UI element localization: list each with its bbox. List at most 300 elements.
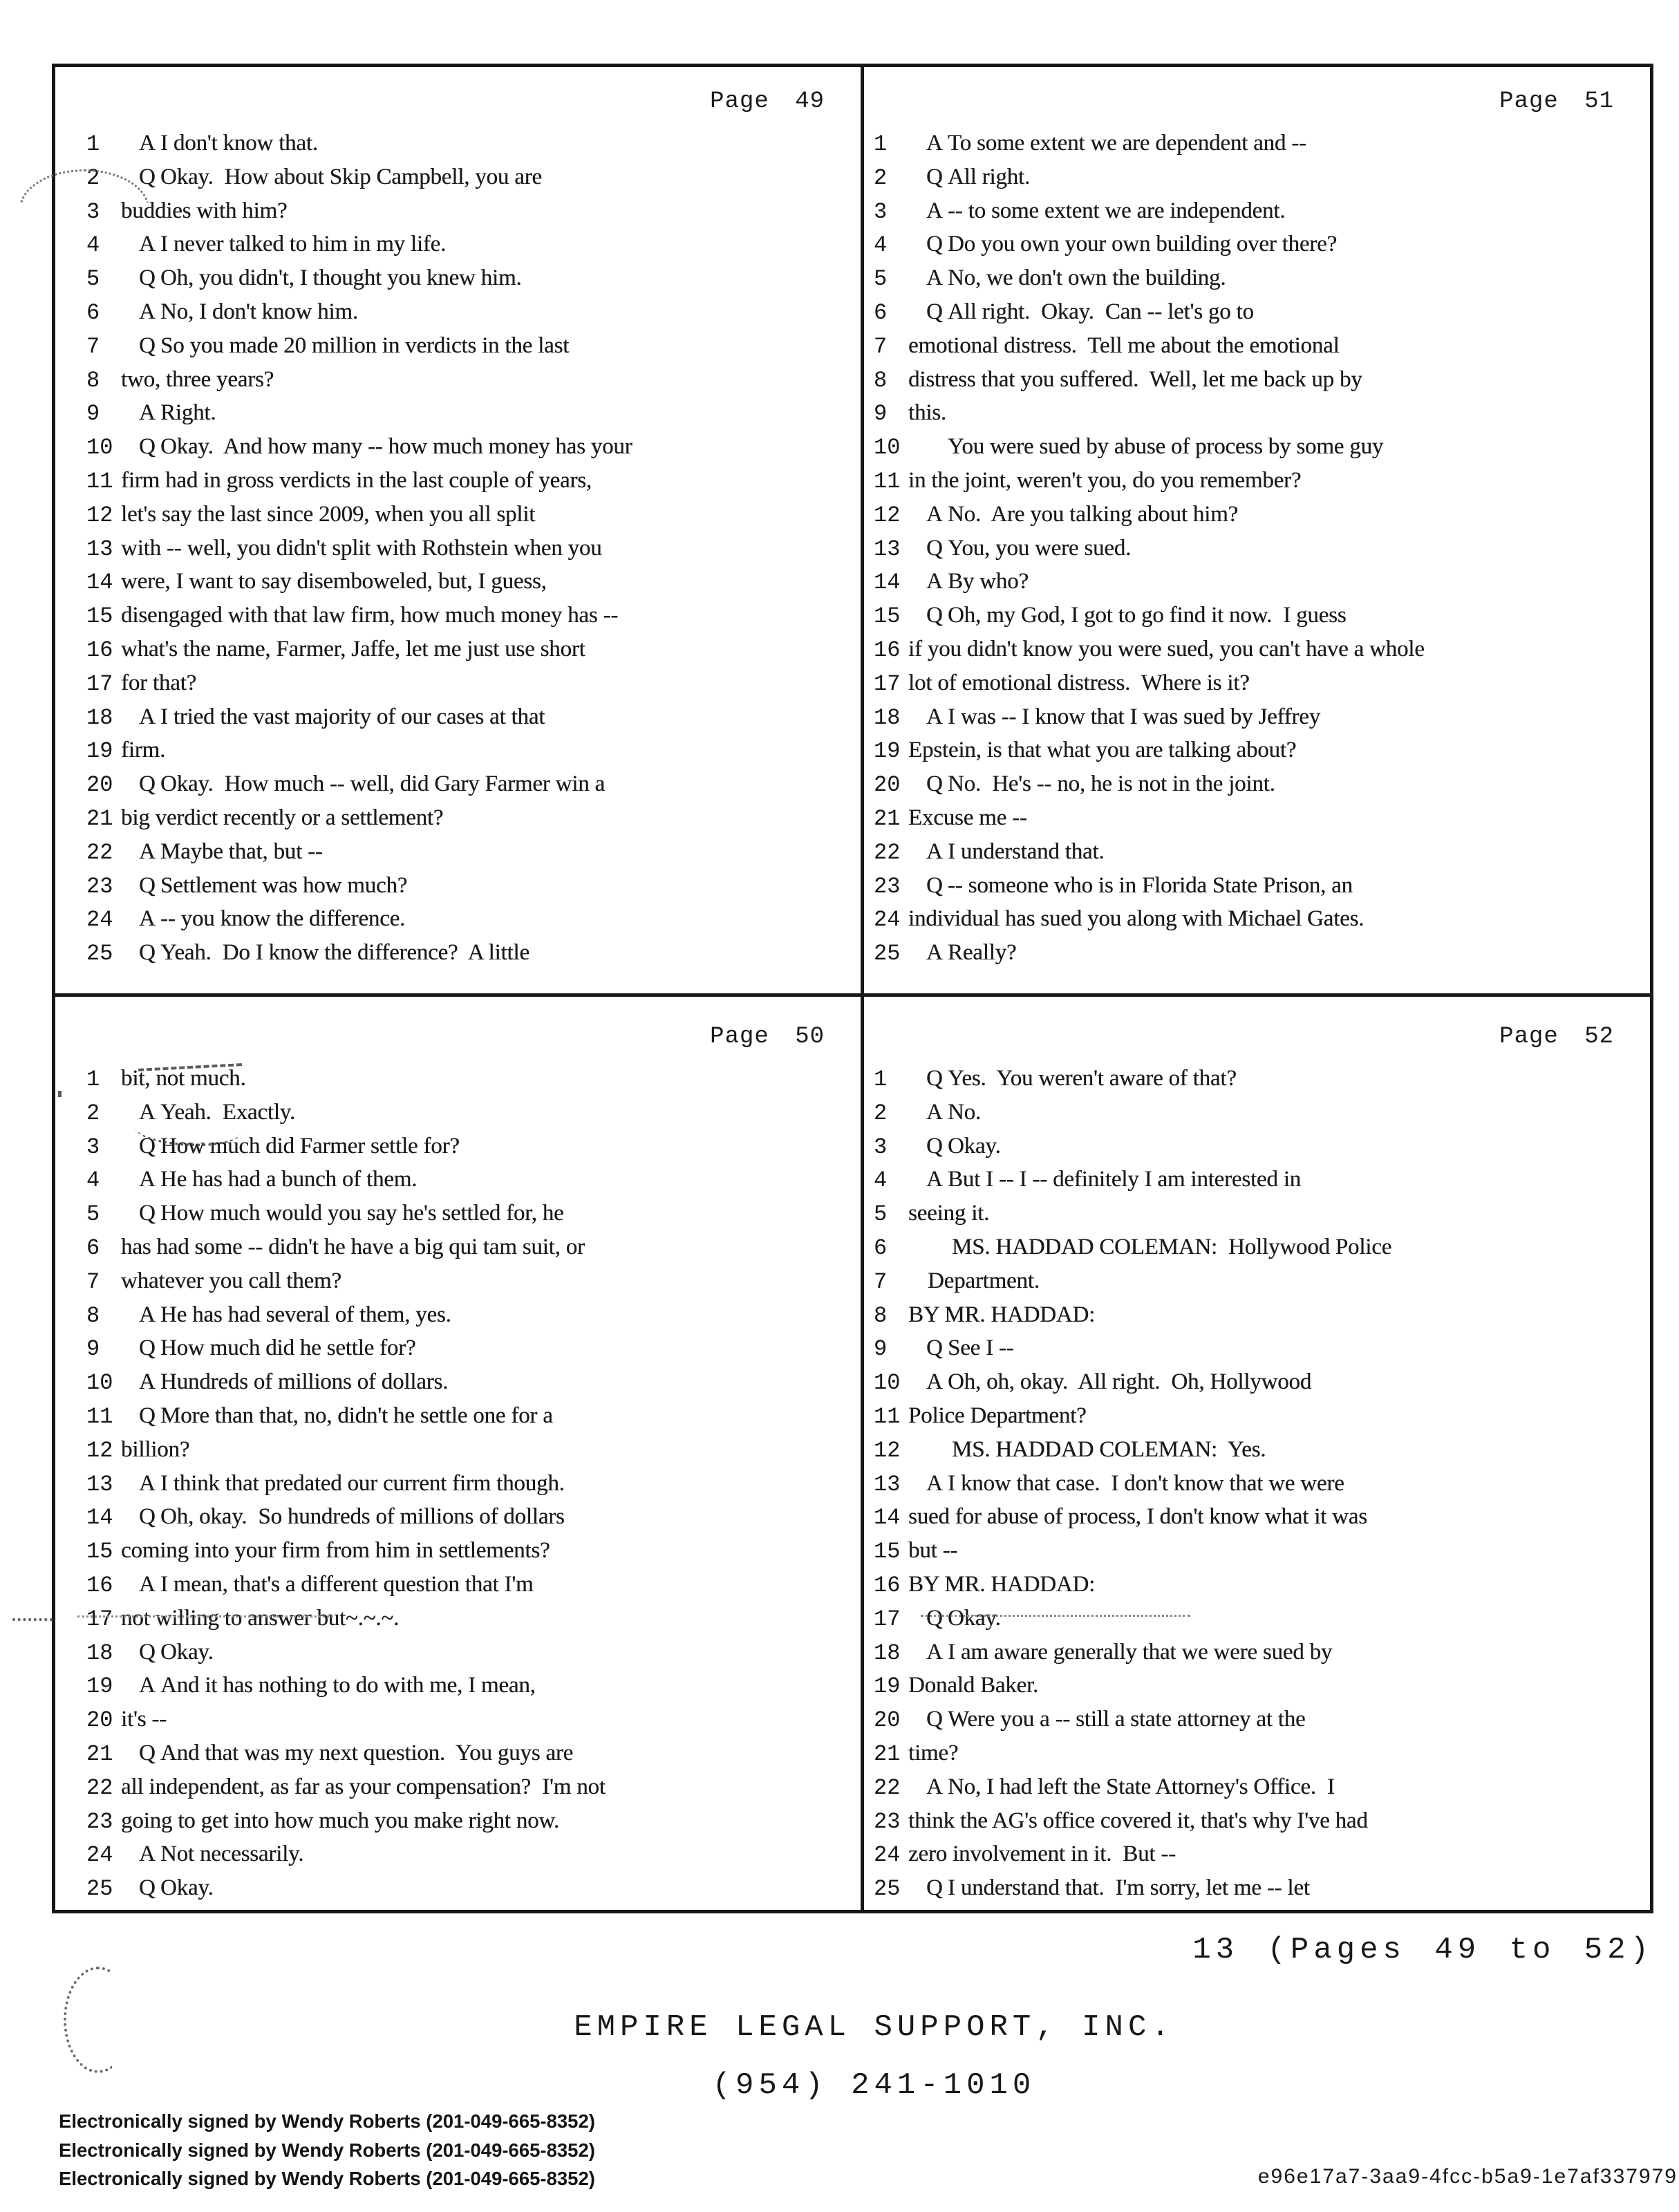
line-number: 24 — [86, 1842, 113, 1868]
page-header: Page 50 — [710, 1024, 825, 1050]
line-body — [121, 801, 861, 835]
speaker-letter: Q — [926, 771, 943, 797]
speaker-letter: Q — [139, 1740, 156, 1765]
line-text: emotional distress. Tell me about the emotional — [908, 332, 1340, 358]
line-body — [121, 329, 861, 363]
line-number: 1 — [86, 131, 100, 157]
line-number: 18 — [86, 1640, 113, 1666]
line-body — [121, 1433, 861, 1467]
line-text: I understand that. — [948, 838, 1105, 864]
line-number: 9 — [86, 1336, 100, 1362]
speaker-letter: A — [926, 265, 943, 291]
transcript-line — [864, 1770, 1650, 1804]
transcript-line — [55, 835, 861, 869]
line-text: I am aware generally that we were sued by — [948, 1639, 1333, 1665]
line-text: all independent, as far as your compensation? I'm not — [121, 1774, 606, 1799]
line-text: seeing it. — [908, 1201, 990, 1226]
speaker-letter: A — [926, 704, 943, 729]
line-text: what's the name, Farmer, Jaffe, let me just use short — [121, 636, 585, 662]
transcript-line — [55, 1365, 861, 1399]
line-body — [908, 1804, 1650, 1838]
speaker-letter: Q — [926, 232, 943, 257]
line-body — [908, 1871, 1650, 1905]
transcript-line — [864, 363, 1650, 397]
row-divider — [55, 993, 1650, 997]
line-number: 18 — [874, 704, 901, 731]
transcript-line — [864, 801, 1650, 835]
transcript-line — [864, 1534, 1650, 1568]
line-text: zero involvement in it. But -- — [908, 1841, 1176, 1867]
quadrant-page-51 — [864, 67, 1650, 993]
line-body — [121, 1635, 861, 1669]
line-text: this. — [908, 400, 946, 426]
line-text: not willing to answer but~.~.~. — [121, 1605, 400, 1631]
line-text: but -- — [908, 1538, 958, 1564]
line-number: 10 — [874, 1370, 901, 1396]
speaker-letter: Q — [926, 1133, 943, 1159]
line-text: were, I want to say disemboweled, but, I guess, — [121, 569, 547, 594]
page-header: Page 51 — [1499, 88, 1614, 115]
line-text: sued for abuse of process, I don't know what it was — [908, 1504, 1367, 1530]
line-text: Donald Baker. — [908, 1673, 1039, 1698]
line-body — [908, 1062, 1650, 1096]
line-text: distress that you suffered. Well, let me back up by — [908, 366, 1362, 392]
line-body — [908, 733, 1650, 767]
line-number: 14 — [874, 1505, 901, 1531]
line-text: lot of emotional distress. Where is it? — [908, 670, 1250, 695]
line-body — [121, 1568, 861, 1602]
line-text: Okay. — [948, 1133, 1001, 1159]
speaker-letter: A — [139, 232, 156, 257]
line-number: 15 — [86, 603, 113, 630]
line-text: By who? — [948, 569, 1029, 594]
line-text: Maybe that, but -- — [160, 838, 323, 864]
line-text: Okay. — [160, 1639, 214, 1665]
line-body — [908, 532, 1650, 565]
line-text: with -- well, you didn't split with Rothstein when you — [121, 535, 602, 561]
line-text: Hundreds of millions of dollars. — [160, 1369, 449, 1395]
line-text: All right. Okay. Can -- let's go to — [948, 299, 1254, 324]
line-text: Department. — [928, 1268, 1040, 1293]
quadrant-page-49 — [55, 67, 861, 993]
line-number: 9 — [874, 1336, 888, 1362]
transcript-line — [55, 194, 861, 228]
quadrant-page-52 — [864, 997, 1650, 1910]
line-number: 8 — [86, 367, 100, 393]
transcript-line — [864, 126, 1650, 160]
line-text: Okay. — [948, 1605, 1001, 1631]
transcript-line — [864, 1467, 1650, 1501]
transcript-line — [864, 1331, 1650, 1365]
speaker-letter: Q — [926, 872, 943, 898]
speaker-letter: A — [139, 838, 156, 864]
line-body — [121, 1804, 861, 1838]
line-body — [121, 126, 861, 160]
transcript-line — [864, 1365, 1650, 1399]
line-text: going to get into how much you make right now. — [121, 1808, 559, 1833]
transcript-line — [864, 1804, 1650, 1838]
transcript-line — [55, 1230, 861, 1264]
transcript-line — [55, 902, 861, 936]
line-text: No, I had left the State Attorney's Office. I — [948, 1774, 1335, 1799]
speaker-letter: A — [139, 299, 156, 324]
transcript-line — [55, 1804, 861, 1838]
speaker-letter: Q — [139, 872, 156, 898]
line-text: buddies with him? — [121, 198, 288, 223]
speaker-letter: A — [926, 1470, 943, 1496]
line-body — [908, 801, 1650, 835]
line-body — [908, 1331, 1650, 1365]
transcript-line — [864, 1096, 1650, 1130]
line-text: No, I don't know him. — [160, 299, 358, 324]
line-body — [908, 194, 1650, 228]
transcript-line — [55, 126, 861, 160]
speaker-letter: Q — [926, 1875, 943, 1901]
line-body — [908, 1534, 1650, 1568]
line-number: 23 — [874, 1808, 901, 1835]
transcript-line — [55, 1264, 861, 1298]
transcript-line — [864, 1264, 1650, 1298]
line-number: 19 — [874, 738, 901, 765]
line-number: 8 — [86, 1302, 100, 1329]
line-text: He has had a bunch of them. — [160, 1167, 418, 1192]
line-number: 17 — [874, 671, 901, 697]
line-number: 23 — [874, 873, 901, 899]
line-number: 11 — [874, 468, 901, 494]
line-text: I was -- I know that I was sued by Jeffrey — [948, 704, 1321, 729]
line-text: big verdict recently or a settlement? — [121, 805, 444, 830]
line-number: 19 — [86, 738, 113, 765]
line-number: 20 — [86, 1707, 113, 1734]
line-body — [121, 632, 861, 666]
line-number: 14 — [86, 570, 113, 596]
line-body — [908, 1635, 1650, 1669]
line-body — [908, 700, 1650, 734]
line-text: And that was my next question. You guys are — [160, 1740, 574, 1765]
transcript-line — [864, 160, 1650, 194]
line-body — [121, 396, 861, 430]
transcript-line — [864, 194, 1650, 228]
line-text: Okay. And how many -- how much money has your — [160, 434, 632, 460]
line-text: Really? — [948, 940, 1017, 966]
line-body — [121, 1837, 861, 1871]
transcript-line — [864, 1568, 1650, 1602]
line-body — [908, 329, 1650, 363]
transcript-line — [864, 902, 1650, 936]
line-number: 15 — [874, 1539, 901, 1565]
line-text: To some extent we are dependent and -- — [948, 131, 1306, 156]
line-text: Police Department? — [908, 1403, 1087, 1428]
transcript-line — [864, 1433, 1650, 1467]
line-number: 1 — [86, 1067, 100, 1092]
line-text: -- to some extent we are independent. — [948, 198, 1286, 223]
line-text: How much did Farmer settle for? — [160, 1133, 460, 1159]
line-number: 5 — [874, 266, 888, 292]
line-number: 22 — [874, 1774, 901, 1801]
line-body — [121, 227, 861, 261]
speaker-letter: A — [139, 131, 156, 156]
line-text: firm. — [121, 738, 166, 763]
transcript-line — [55, 160, 861, 194]
line-number: 15 — [874, 603, 901, 630]
line-number: 2 — [86, 165, 100, 191]
line-number: 20 — [86, 772, 113, 798]
line-body — [908, 160, 1650, 194]
line-number: 9 — [874, 401, 888, 427]
line-text: How much would you say he's settled for, he — [160, 1201, 564, 1226]
line-number: 21 — [86, 1741, 113, 1767]
line-body — [121, 700, 861, 734]
transcript-line — [55, 1467, 861, 1501]
transcript-line — [55, 565, 861, 599]
line-number: 17 — [86, 671, 113, 697]
line-number: 12 — [86, 1437, 113, 1463]
line-number: 25 — [874, 1876, 901, 1902]
line-text: has had some -- didn't he have a big qui tam suit, or — [121, 1234, 585, 1259]
line-text: See I -- — [948, 1335, 1014, 1361]
line-number: 24 — [874, 1842, 901, 1868]
line-text: -- someone who is in Florida State Prison, an — [948, 872, 1353, 898]
line-text: whatever you call them? — [121, 1268, 341, 1293]
line-text: Do you own your own building over there? — [948, 232, 1337, 257]
line-number: 12 — [874, 1437, 901, 1463]
line-body — [908, 1096, 1650, 1130]
speaker-letter: Q — [139, 1639, 156, 1665]
line-body — [908, 1568, 1650, 1602]
line-body — [908, 1837, 1650, 1871]
line-body — [908, 1467, 1650, 1501]
transcript-line — [864, 869, 1650, 903]
sheet-page-range: 13 (Pages 49 to 52) — [1192, 1933, 1653, 1967]
line-number: 16 — [86, 637, 113, 663]
line-text: Not necessarily. — [160, 1841, 304, 1867]
line-number: 22 — [86, 839, 113, 865]
speaker-letter: A — [926, 838, 943, 864]
line-number: 3 — [874, 1134, 888, 1160]
transcript-line — [55, 1163, 861, 1197]
line-number: 10 — [86, 435, 113, 461]
transcript-line — [55, 1298, 861, 1332]
line-text: Yeah. Exactly. — [160, 1099, 295, 1125]
transcript-line — [55, 498, 861, 532]
speaker-letter: A — [926, 569, 943, 594]
speaker-letter: A — [139, 906, 156, 932]
line-body — [121, 1264, 861, 1298]
transcript-line — [864, 1230, 1650, 1264]
speaker-letter: Q — [139, 940, 156, 966]
line-text: Settlement was how much? — [160, 872, 408, 898]
speaker-letter: Q — [139, 1504, 156, 1530]
line-text: So you made 20 million in verdicts in the last — [160, 332, 570, 358]
line-text: two, three years? — [121, 366, 274, 392]
transcript-line — [864, 227, 1650, 261]
line-text: I know that case. I don't know that we were — [948, 1470, 1344, 1496]
speaker-letter: A — [139, 1369, 156, 1395]
transcript-line — [55, 632, 861, 666]
line-body — [908, 430, 1650, 464]
line-number: 7 — [86, 333, 100, 359]
speaker-letter: A — [139, 1841, 156, 1867]
line-number: 2 — [86, 1100, 100, 1126]
transcript-line — [55, 1568, 861, 1602]
line-text: billion? — [121, 1436, 190, 1462]
line-text: MS. HADDAD COLEMAN: Hollywood Police — [952, 1234, 1392, 1259]
line-body — [908, 1399, 1650, 1433]
line-body — [908, 1602, 1650, 1635]
line-body — [121, 1871, 861, 1905]
line-body — [121, 733, 861, 767]
transcript-line — [55, 261, 861, 295]
line-text: Oh, oh, okay. All right. Oh, Hollywood — [948, 1369, 1312, 1395]
line-number: 11 — [86, 468, 113, 494]
line-body — [908, 295, 1650, 329]
line-number: 16 — [86, 1572, 113, 1598]
speaker-letter: A — [926, 1099, 943, 1125]
signature-lines — [59, 2107, 595, 2193]
speaker-letter: A — [926, 501, 943, 527]
line-text: Okay. — [160, 1875, 214, 1901]
line-body — [908, 666, 1650, 700]
transcript-line — [864, 835, 1650, 869]
line-body — [121, 1736, 861, 1770]
transcript-line — [864, 295, 1650, 329]
transcript-line — [55, 1130, 861, 1163]
line-body — [121, 1770, 861, 1804]
line-body — [121, 1331, 861, 1365]
line-text: No, we don't own the building. — [948, 265, 1226, 291]
speaker-letter: A — [139, 1571, 156, 1597]
line-number: 8 — [874, 1302, 888, 1329]
speaker-letter: A — [926, 131, 943, 156]
line-number: 22 — [874, 839, 901, 865]
transcript-line — [55, 801, 861, 835]
line-text: think the AG's office covered it, that's why I've had — [908, 1808, 1368, 1833]
transcript-line — [864, 1736, 1650, 1770]
line-number: 5 — [874, 1201, 888, 1228]
line-text: No. Are you talking about him? — [948, 501, 1238, 527]
line-text: More than that, no, didn't he settle one for a — [160, 1403, 553, 1428]
line-body — [908, 565, 1650, 599]
line-body — [908, 363, 1650, 397]
line-number: 13 — [874, 1471, 901, 1497]
transcript-line — [864, 1703, 1650, 1736]
line-number: 13 — [86, 536, 113, 562]
line-body — [908, 1230, 1650, 1264]
page-header: Page 49 — [710, 88, 825, 115]
line-text: it's -- — [121, 1707, 167, 1732]
line-body — [121, 1703, 861, 1736]
line-body — [121, 498, 861, 532]
speaker-letter: A — [926, 1369, 943, 1395]
transcript-line — [864, 1602, 1650, 1635]
line-body — [121, 363, 861, 397]
transcript-line — [55, 1534, 861, 1568]
line-number: 22 — [86, 1774, 113, 1801]
line-number: 2 — [874, 1100, 888, 1126]
line-text: MS. HADDAD COLEMAN: Yes. — [952, 1436, 1266, 1462]
transcript-line — [55, 700, 861, 734]
line-body — [121, 194, 861, 228]
page-header: Page 52 — [1499, 1024, 1614, 1050]
line-body — [121, 1197, 861, 1230]
transcript-line — [864, 329, 1650, 363]
line-number: 18 — [874, 1640, 901, 1666]
line-number: 18 — [86, 704, 113, 731]
line-text: And it has nothing to do with me, I mean, — [160, 1673, 536, 1698]
line-text: BY MR. HADDAD: — [908, 1571, 1096, 1597]
line-number: 11 — [86, 1403, 113, 1430]
line-text: BY MR. HADDAD: — [908, 1302, 1096, 1327]
line-body — [121, 464, 861, 498]
speaker-letter: Q — [139, 1403, 156, 1428]
transcript-line — [55, 1096, 861, 1130]
transcript-line — [55, 227, 861, 261]
column-divider — [861, 67, 864, 1910]
speaker-letter: Q — [926, 1605, 943, 1631]
transcript-line — [864, 396, 1650, 430]
line-text: Okay. How about Skip Campbell, you are — [160, 164, 542, 189]
transcript-line — [55, 733, 861, 767]
line-body — [908, 767, 1650, 801]
line-number: 14 — [874, 570, 901, 596]
transcript-line — [55, 599, 861, 632]
line-number: 5 — [86, 266, 100, 292]
line-number: 12 — [86, 502, 113, 528]
line-text: coming into your firm from him in settlements? — [121, 1538, 550, 1564]
transcript-line — [864, 1163, 1650, 1197]
line-number: 6 — [874, 299, 888, 326]
line-body — [121, 261, 861, 295]
line-number: 21 — [874, 805, 901, 832]
line-number: 23 — [86, 1808, 113, 1835]
line-body — [121, 160, 861, 194]
speaker-letter: Q — [926, 1335, 943, 1361]
line-number: 4 — [874, 232, 888, 259]
transcript-lines — [864, 1062, 1650, 1905]
line-text: Oh, you didn't, I thought you knew him. — [160, 265, 522, 291]
line-body — [121, 1500, 861, 1534]
line-body — [121, 1669, 861, 1703]
line-body — [121, 1298, 861, 1332]
transcript-line — [55, 1197, 861, 1230]
line-body — [908, 261, 1650, 295]
line-body — [908, 835, 1650, 869]
line-text: time? — [908, 1740, 959, 1765]
speaker-letter: A — [139, 1302, 156, 1327]
transcript-line — [864, 1871, 1650, 1905]
transcript-line — [55, 1331, 861, 1365]
line-body — [121, 902, 861, 936]
line-text: No. — [948, 1099, 981, 1125]
line-number: 10 — [874, 435, 901, 461]
line-body — [121, 1602, 861, 1635]
speaker-letter: A — [139, 1673, 156, 1698]
line-text: in the joint, weren't you, do you remember? — [908, 467, 1302, 493]
transcript-line — [55, 1500, 861, 1534]
line-number: 19 — [874, 1674, 901, 1700]
transcript-line — [55, 396, 861, 430]
transcript-line — [55, 329, 861, 363]
line-body — [121, 599, 861, 632]
line-text: You were sued by abuse of process by some guy — [948, 434, 1384, 460]
line-number: 19 — [86, 1674, 113, 1700]
line-text: firm had in gross verdicts in the last couple of years, — [121, 467, 592, 493]
transcript-line — [864, 532, 1650, 565]
transcript-line — [55, 532, 861, 565]
transcript-line — [864, 498, 1650, 532]
line-body — [908, 1298, 1650, 1332]
transcript-line — [55, 666, 861, 700]
